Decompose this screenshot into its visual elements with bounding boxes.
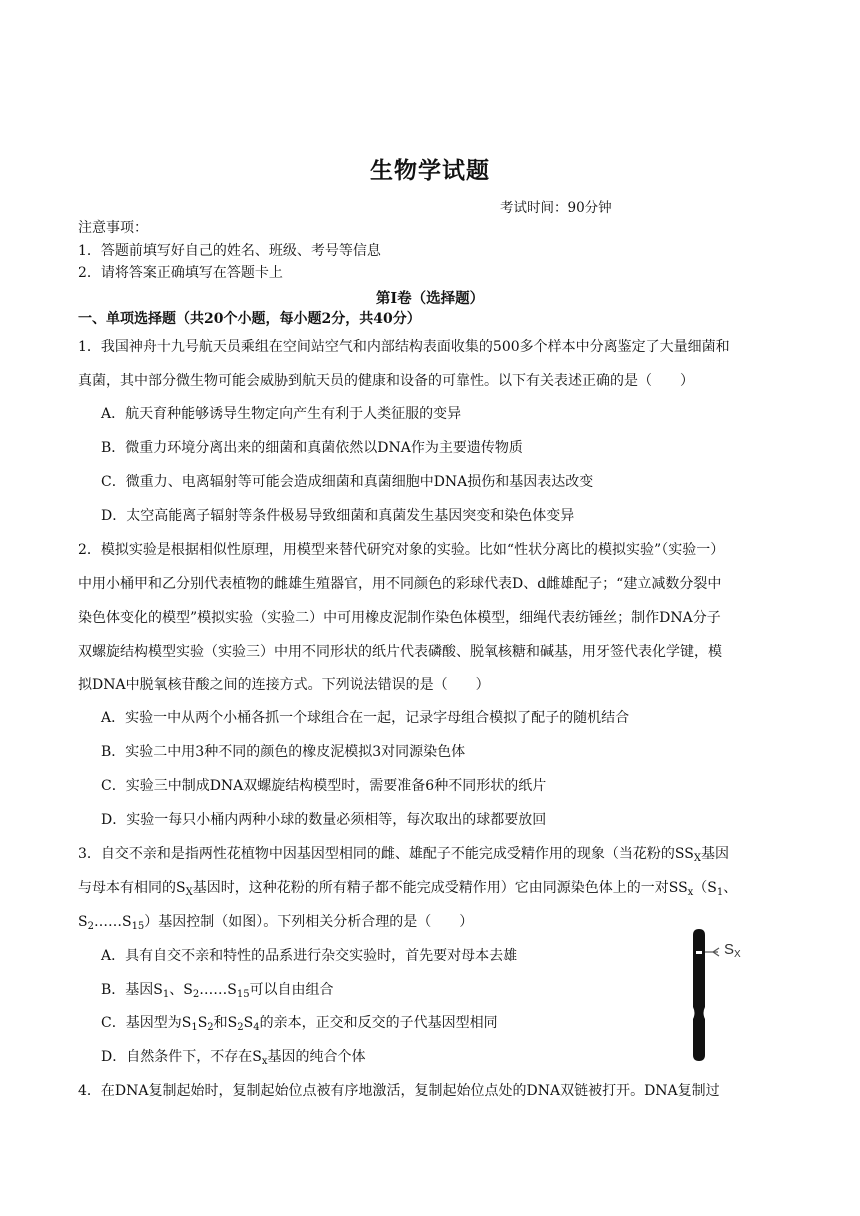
q2-stem-line-2: 中用小桶甲和乙分别代表植物的雌雄生殖器官，用不同颜色的彩球代表D、d雌雄配子；“建立减数分裂中 xyxy=(78,576,722,592)
q1-option-d: D．太空高能离子辐射等条件极易导致细菌和真菌发生基因突变和染色体变异 xyxy=(101,508,575,524)
q4-stem-line-1: 4．在DNA复制起始时，复制起始位点被有序地激活，复制起始位点处的DNA双链被打开。DNA复制过 xyxy=(78,1083,720,1099)
q3-option-c: C．基因型为$S_1S_2$和$S_2S_4$的亲本，正交和反交的子代基因型相同 xyxy=(101,1015,498,1033)
q3-stem-line-1: 3．自交不亲和是指两性花植物中因基因型相同的雌、雄配子不能完成受精作用的现象（当花粉的$SS_X$基因 xyxy=(78,846,729,864)
exam-time: 考试时间：90分钟 xyxy=(500,200,612,216)
q2-option-b: B．实验二中用3种不同的颜色的橡皮泥模拟3对同源染色体 xyxy=(101,744,466,760)
q2-option-c: C．实验三中制成DNA双螺旋结构模型时，需要准备6种不同形状的纸片 xyxy=(101,778,547,794)
part-heading: 一、单项选择题（共20个小题，每小题2分，共40分） xyxy=(78,311,421,327)
q2-option-a: A．实验一中从两个小桶各抓一个球组合在一起，记录字母组合模拟了配子的随机结合 xyxy=(101,710,630,726)
q2-stem-line-4: 双螺旋结构模型实验（实验三）中用不同形状的纸片代表磷酸、脱氧核糖和碱基，用牙签代表化学键，模 xyxy=(78,644,722,660)
page-title: 生物学试题 xyxy=(370,157,490,184)
q1-option-c: C．微重力、电离辐射等可能会造成细菌和真菌细胞中DNA损伤和基因表达改变 xyxy=(101,474,594,490)
notes-item-1: 1．答题前填写好自己的姓名、班级、考号等信息 xyxy=(78,243,381,259)
q1-stem-line-1: 1．我国神舟十九号航天员乘组在空间站空气和内部结构表面收集的500多个样本中分离鉴定了大量细菌和 xyxy=(78,339,730,355)
q3-stem-line-3: $S_2\dots\dots S_{15}$）基因控制（如图）。下列相关分析合理的是（ ） xyxy=(78,914,474,932)
q3-option-a: A．具有自交不亲和特性的品系进行杂交实验时，首先要对母本去雄 xyxy=(101,948,518,964)
q2-stem-line-5: 拟DNA中脱氧核苷酸之间的连接方式。下列说法错误的是（ ） xyxy=(78,677,490,693)
chromosome-figure xyxy=(686,927,746,1067)
q2-stem-line-3: 染色体变化的模型”模拟实验（实验二）中可用橡皮泥制作染色体模型，细绳代表纺锤丝；制作DNA分子 xyxy=(78,610,721,626)
chromosome-gene-label: $S_X$ xyxy=(724,941,741,960)
q1-option-a: A．航天育种能够诱导生物定向产生有利于人类征服的变异 xyxy=(101,406,462,422)
q2-stem-line-1: 2．模拟实验是根据相似性原理，用模型来替代研究对象的实验。比如“性状分离比的模拟实验”（实验一） xyxy=(78,542,725,558)
q1-option-b: B．微重力环境分离出来的细菌和真菌依然以DNA作为主要遗传物质 xyxy=(101,440,523,456)
section-title: 第Ⅰ卷（选择题） xyxy=(375,290,485,307)
q3-option-b: B．基因$S_1$、$S_2\dots\dots S_{15}$可以自由组合 xyxy=(101,982,334,1000)
q3-option-d: D．自然条件下，不存在$S_x$基因的纯合个体 xyxy=(101,1049,366,1067)
notes-heading: 注意事项： xyxy=(78,220,148,236)
q3-stem-line-2: 与母本有相同的$S_X$基因时，这种花粉的所有精子都不能完成受精作用）它由同源染色体上的一对$SS_x(S_1$、 xyxy=(78,880,738,898)
q1-stem-line-2: 真菌，其中部分微生物可能会威胁到航天员的健康和设备的可靠性。以下有关表述正确的是（ ） xyxy=(78,373,694,389)
q2-option-d: D．实验一每只小桶内两种小球的数量必须相等，每次取出的球都要放回 xyxy=(101,812,547,828)
notes-item-2: 2．请将答案正确填写在答题卡上 xyxy=(78,265,283,281)
